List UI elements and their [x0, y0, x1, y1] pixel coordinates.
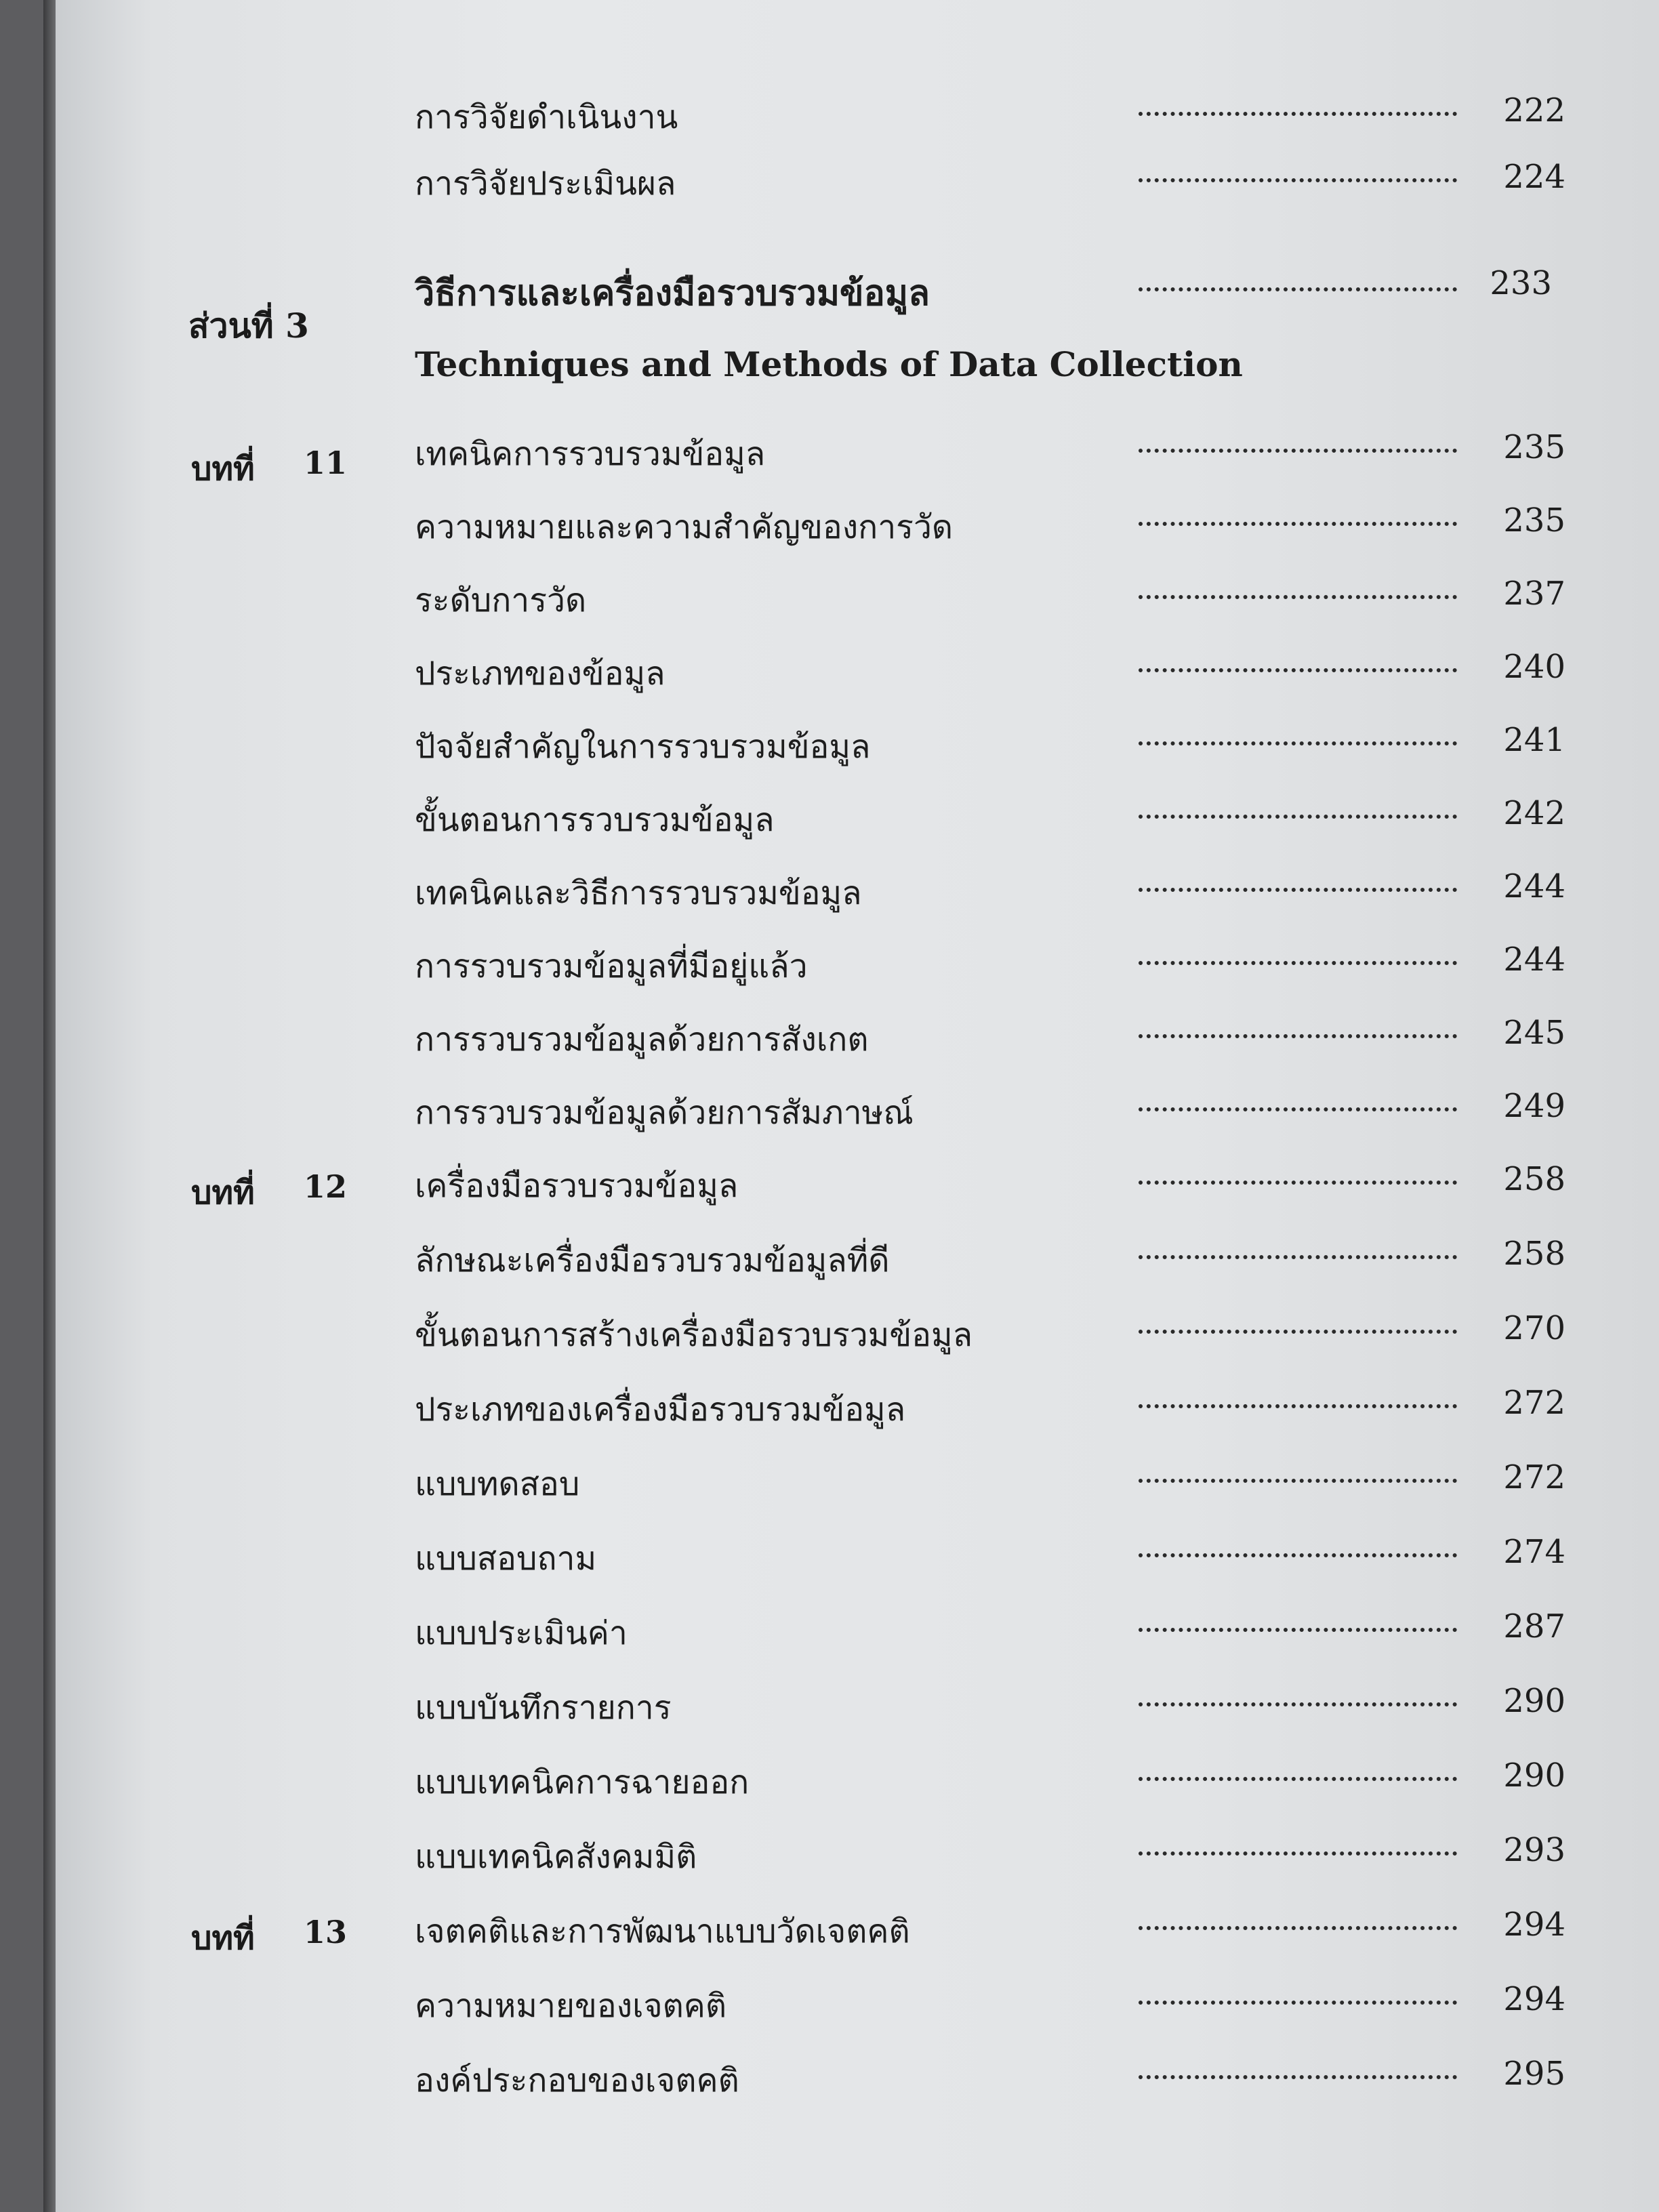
chapter-label: บทที่ — [191, 1174, 255, 1212]
entry-title: แบบเทคนิคการฉายออก — [415, 1763, 750, 1801]
entry-title: การวิจัยประเมินผล — [415, 165, 676, 203]
chapter-title: เครื่องมือรวบรวมข้อมูล — [415, 1167, 739, 1205]
toc-entry — [0, 1309, 1659, 1384]
chapter-label: บทที่ — [191, 450, 255, 488]
entry-title: ขั้นตอนการรวบรวมข้อมูล — [415, 801, 775, 839]
part-subtitle-row — [0, 344, 1659, 419]
page-number: 240 — [1503, 648, 1565, 686]
toc-entry — [0, 2055, 1659, 2129]
dot-leader — [1139, 1404, 1457, 1408]
dot-leader — [1139, 1479, 1457, 1483]
dot-leader — [1139, 112, 1457, 116]
toc-entry — [0, 648, 1659, 722]
dot-leader — [1139, 522, 1457, 526]
dot-leader — [1139, 1851, 1457, 1856]
chapter-row — [0, 1906, 1659, 1980]
dot-leader — [1139, 1777, 1457, 1781]
entry-title: ประเภทของเครื่องมือรวบรวมข้อมูล — [415, 1391, 906, 1429]
toc-entry — [0, 1831, 1659, 1906]
page-number: 293 — [1503, 1831, 1565, 1869]
page-number: 274 — [1503, 1533, 1565, 1571]
toc-entry — [0, 941, 1659, 1015]
dot-leader — [1139, 178, 1457, 182]
dot-leader — [1139, 668, 1457, 672]
toc-entry — [0, 1980, 1659, 2055]
chapter-title: เจตคติและการพัฒนาแบบวัดเจตคติ — [415, 1912, 910, 1950]
dot-leader — [1139, 1034, 1457, 1038]
page-number: 294 — [1503, 1980, 1565, 2018]
dot-leader — [1139, 1330, 1457, 1334]
page-number: 272 — [1503, 1384, 1565, 1422]
page-number: 244 — [1503, 941, 1565, 979]
dot-leader — [1139, 2001, 1457, 2005]
dot-leader — [1139, 595, 1457, 599]
part-label: ส่วนที่ 3 — [188, 306, 309, 346]
dot-leader — [1139, 1702, 1457, 1706]
page-number: 235 — [1503, 428, 1565, 466]
toc-entry — [0, 575, 1659, 649]
toc-entry — [0, 1384, 1659, 1458]
toc-entry — [0, 1014, 1659, 1088]
toc-entry — [0, 794, 1659, 869]
page-number: 241 — [1503, 721, 1565, 759]
entry-title: องค์ประกอบของเจตคติ — [415, 2062, 739, 2100]
dot-leader — [1139, 815, 1457, 819]
entry-title: แบบประเมินค่า — [415, 1614, 628, 1652]
page-number: 233 — [1490, 264, 1552, 302]
part-title: วิธีการและเครื่องมือรวบรวมข้อมูล — [415, 273, 930, 314]
chapter-label: บทที่ — [191, 1919, 255, 1957]
chapter-number: 13 — [304, 1914, 348, 1950]
toc-entry — [0, 1607, 1659, 1682]
page-number: 237 — [1503, 575, 1565, 613]
dot-leader — [1139, 1181, 1457, 1185]
page-number: 242 — [1503, 794, 1565, 832]
dot-leader — [1139, 741, 1457, 745]
chapter-row — [0, 1160, 1659, 1235]
page-number: 295 — [1503, 2055, 1565, 2093]
dot-leader — [1139, 287, 1457, 291]
part-heading — [0, 264, 1659, 346]
entry-title: ประเภทของข้อมูล — [415, 655, 665, 693]
page-number: 258 — [1503, 1235, 1565, 1273]
toc-entry — [0, 1458, 1659, 1533]
page-number: 245 — [1503, 1014, 1565, 1052]
entry-title: เทคนิคและวิธีการรวบรวมข้อมูล — [415, 874, 862, 912]
page-number: 290 — [1503, 1757, 1565, 1795]
entry-title: แบบบันทึกรายการ — [415, 1689, 672, 1727]
chapter-number: 12 — [304, 1168, 348, 1205]
dot-leader — [1139, 1628, 1457, 1632]
page-number: 287 — [1503, 1607, 1565, 1645]
dot-leader — [1139, 1553, 1457, 1557]
dot-leader — [1139, 449, 1457, 453]
dot-leader — [1139, 961, 1457, 965]
entry-title: ความหมายและความสำคัญของการวัด — [415, 508, 954, 546]
dot-leader — [1139, 1926, 1457, 1930]
toc-entry — [0, 501, 1659, 576]
page-number: 235 — [1503, 501, 1565, 539]
toc-entry — [0, 1235, 1659, 1309]
entry-title: ขั้นตอนการสร้างเครื่องมือรวบรวมข้อมูล — [415, 1316, 973, 1354]
entry-title: แบบเทคนิคสังคมมิติ — [415, 1838, 697, 1876]
dot-leader — [1139, 2075, 1457, 2079]
entry-title: ลักษณะเครื่องมือรวบรวมข้อมูลที่ดี — [415, 1242, 890, 1279]
dot-leader — [1139, 888, 1457, 892]
entry-title: แบบทดสอบ — [415, 1465, 580, 1503]
entry-title: แบบสอบถาม — [415, 1540, 597, 1578]
entry-title: การรวบรวมข้อมูลด้วยการสัมภาษณ์ — [415, 1094, 914, 1132]
page-number: 249 — [1503, 1087, 1565, 1125]
dot-leader — [1139, 1107, 1457, 1111]
dot-leader — [1139, 1255, 1457, 1259]
part-title-english: Techniques and Methods of Data Collection — [415, 344, 1243, 384]
page-number: 222 — [1503, 91, 1565, 129]
toc-entry — [0, 721, 1659, 796]
page-number: 244 — [1503, 867, 1565, 905]
chapter-row — [0, 428, 1659, 503]
toc-entry — [0, 1757, 1659, 1831]
entry-title: การวิจัยดำเนินงาน — [415, 98, 678, 136]
entry-title: ความหมายของเจตคติ — [415, 1987, 727, 2025]
page-number: 224 — [1503, 158, 1565, 196]
entry-title: การรวบรวมข้อมูลด้วยการสังเกต — [415, 1021, 869, 1059]
page-number: 258 — [1503, 1160, 1565, 1198]
toc-entry — [0, 1682, 1659, 1757]
page-number: 272 — [1503, 1458, 1565, 1496]
entry-title: ระดับการวัด — [415, 581, 587, 619]
entry-title: ปัจจัยสำคัญในการรวบรวมข้อมูล — [415, 728, 871, 766]
page-number: 294 — [1503, 1906, 1565, 1944]
toc-entry — [0, 1533, 1659, 1607]
toc-entry — [0, 91, 1659, 166]
toc-entry — [0, 158, 1659, 232]
toc-entry — [0, 1087, 1659, 1162]
page-number: 270 — [1503, 1309, 1565, 1347]
entry-title: การรวบรวมข้อมูลที่มีอยู่แล้ว — [415, 947, 808, 985]
chapter-title: เทคนิคการรวบรวมข้อมูล — [415, 435, 766, 473]
toc-entry — [0, 867, 1659, 942]
chapter-number: 11 — [304, 445, 348, 481]
page-number: 290 — [1503, 1682, 1565, 1720]
